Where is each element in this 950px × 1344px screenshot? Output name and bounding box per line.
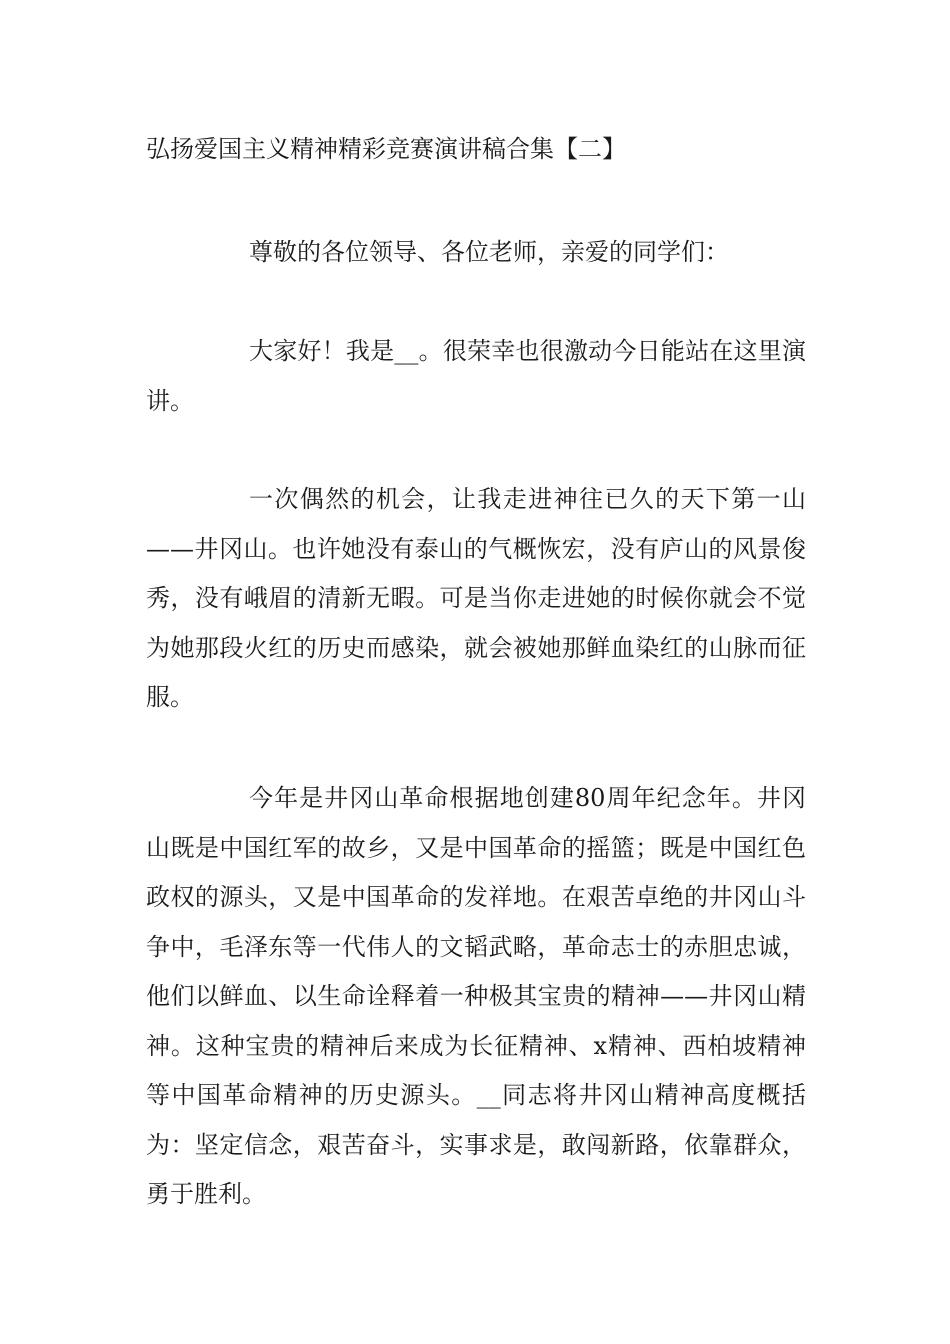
paragraph-jinggangshan-visit: 一次偶然的机会，让我走进神往已久的天下第一山——井冈山。也许她没有泰山的气概恢宏，没有庐山的风景俊秀，没有峨眉的清新无暇。可是当你走进她的时候你就会不觉为她那段火红的历史而感染，就会被她那鲜血染红的山脉而征服。 xyxy=(146,485,806,711)
paragraph-jinggangshan-history: 今年是井冈山革命根据地创建80周年纪念年。井冈山既是中国红军的故乡，又是中国革命的摇篮；既是中国红色政权的源头，又是中国革命的发祥地。在艰苦卓绝的井冈山斗争中，毛泽东等一代伟人的文韬武略，革命志士的赤胆忠诚，他们以鲜血、以生命诠释着一种极其宝贵的精神——井冈山精神。这种宝贵的精神后来成为长征精神、x精神、西柏坡精神等中国革命精神的历史源头。__同志将井冈山精神高度概括为：坚定信念，艰苦奋斗，实事求是，敢闯新路，依靠群众，勇于胜利。 xyxy=(146,784,806,1208)
paragraph-introduction: 大家好！我是__。很荣幸也很激动今日能站在这里演讲。 xyxy=(146,337,806,415)
paragraph-greeting: 尊敬的各位领导、各位老师，亲爱的同学们： xyxy=(249,238,729,266)
document-title: 弘扬爱国主义精神精彩竞赛演讲稿合集【二】 xyxy=(146,135,626,163)
